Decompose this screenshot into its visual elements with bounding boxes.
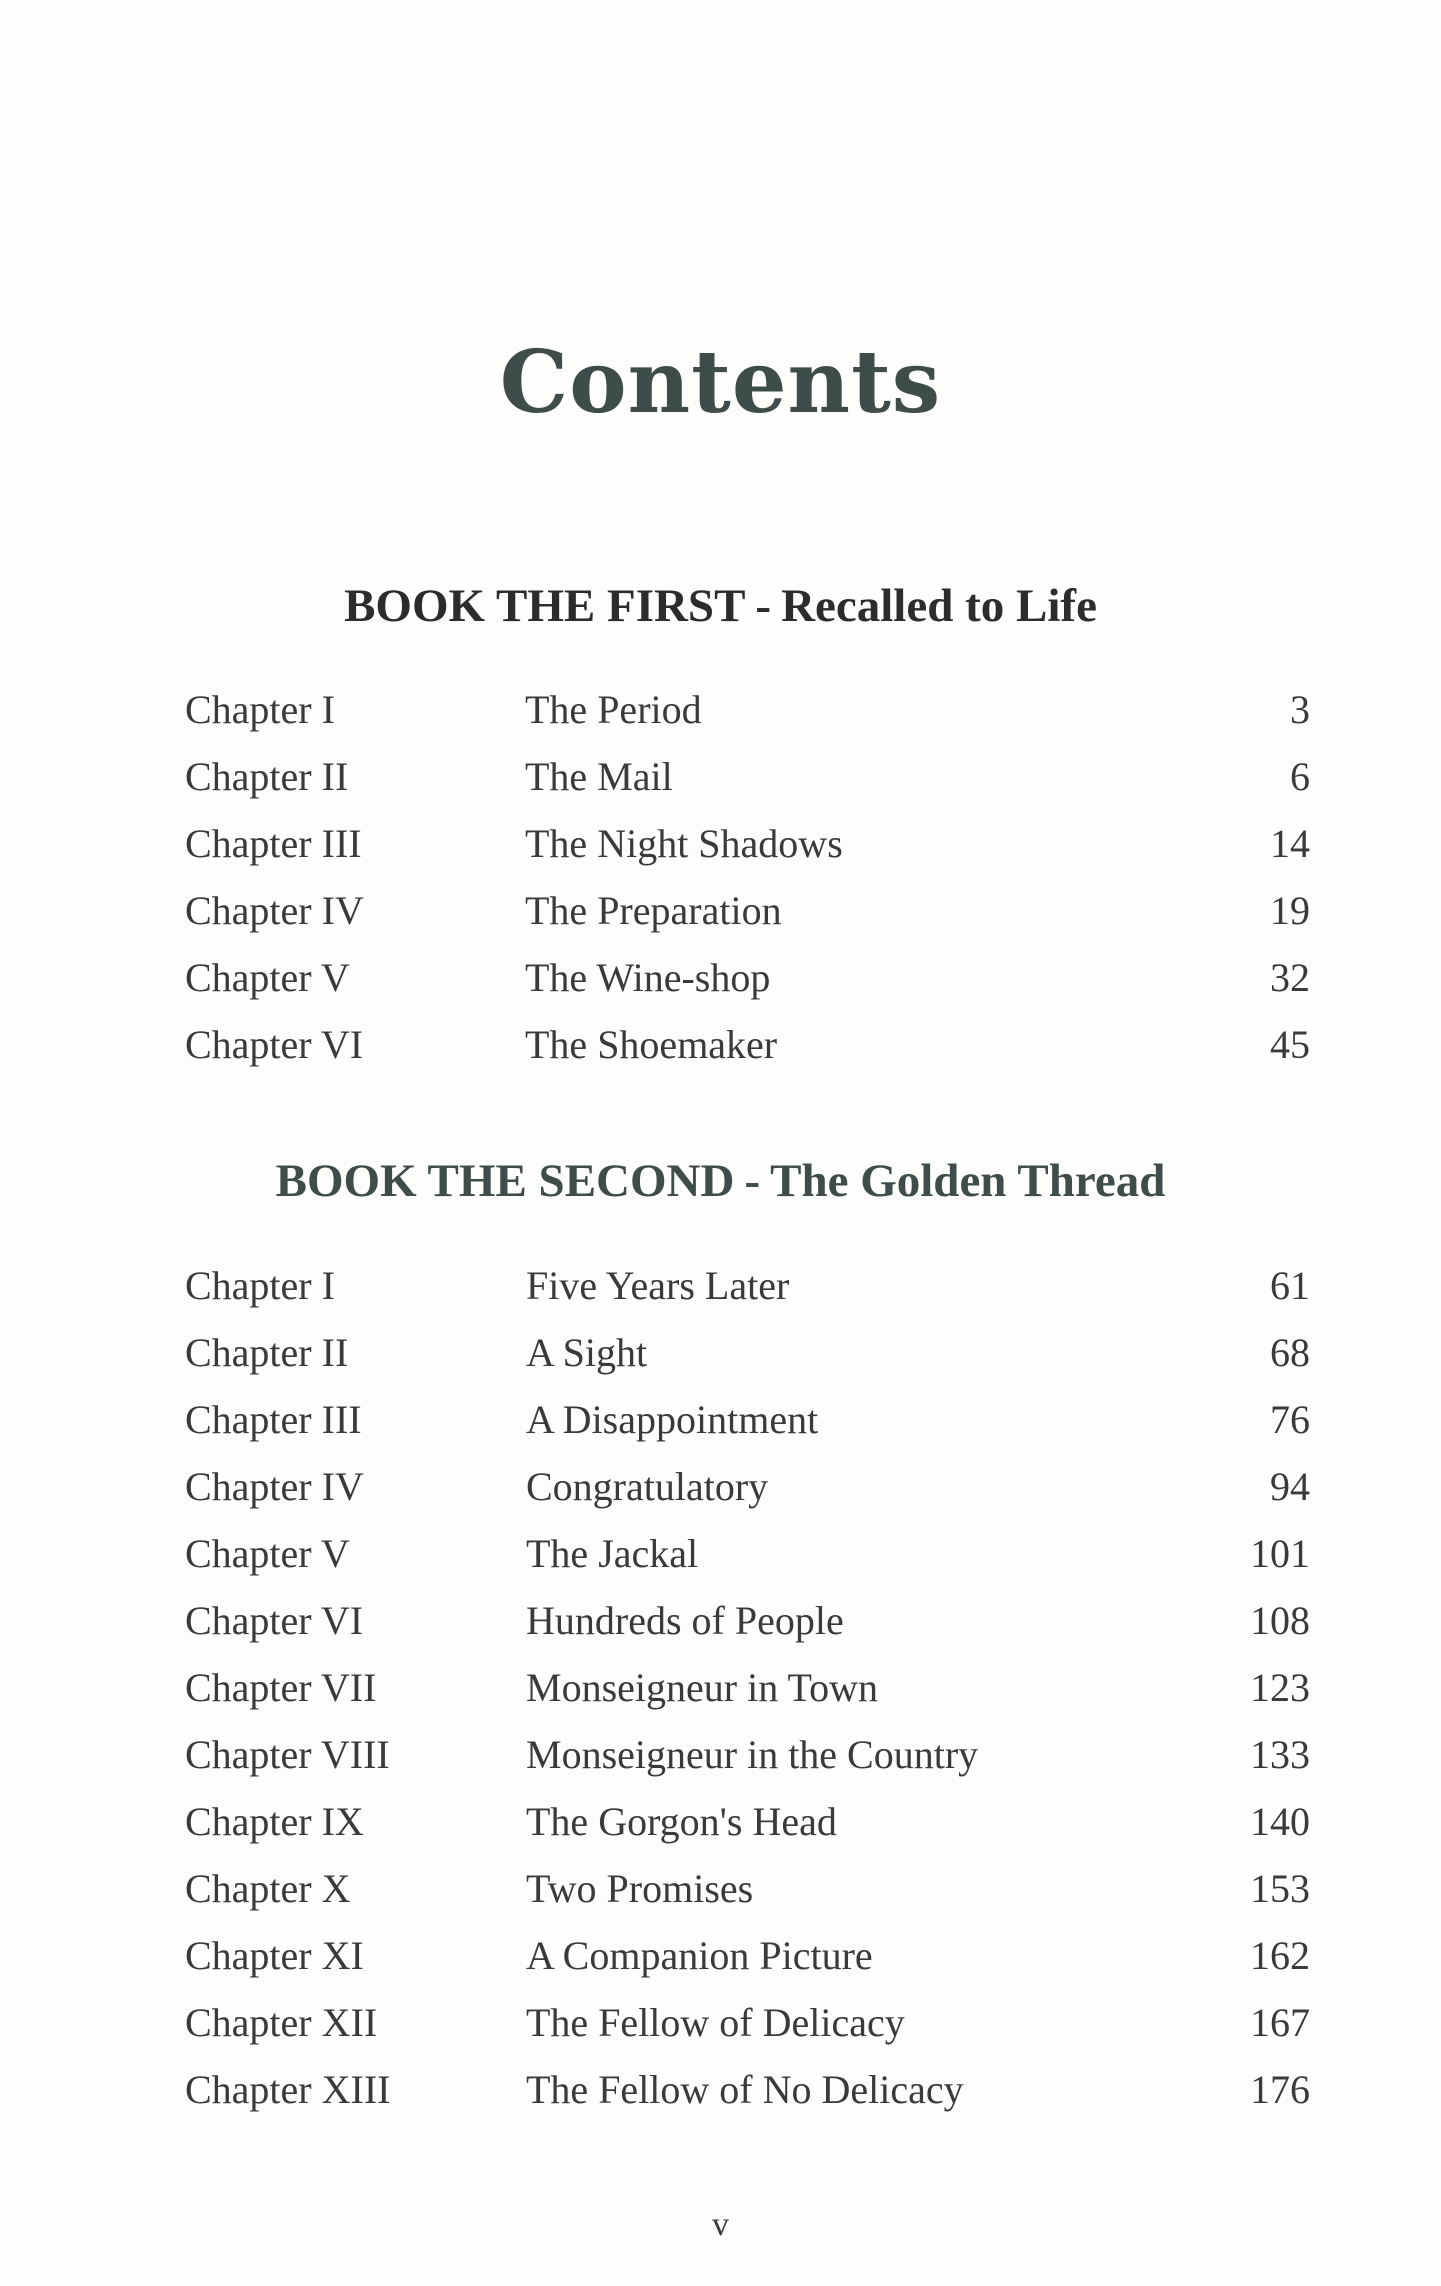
chapter-title: Two Promises: [526, 1866, 754, 1911]
chapter-title: Monseigneur in the Country: [526, 1732, 979, 1777]
toc-book-first: [185, 676, 1310, 1078]
chapter-label: Chapter IV: [185, 888, 364, 933]
page-number: 19: [1270, 888, 1310, 933]
page-number: 176: [1250, 2067, 1310, 2112]
page-number: 61: [1270, 1263, 1310, 1308]
toc-row: [185, 810, 1310, 877]
chapter-label: Chapter IX: [185, 1799, 364, 1844]
toc-row: [185, 1654, 1310, 1721]
chapter-label: Chapter XIII: [185, 2067, 391, 2112]
chapter-title: The Preparation: [525, 888, 782, 933]
book-heading-first: [0, 580, 1441, 632]
toc-row: [185, 1520, 1310, 1587]
chapter-title: The Wine-shop: [525, 955, 771, 1000]
page-number: 101: [1250, 1531, 1310, 1576]
book-heading-subtitle: Recalled to Life: [781, 580, 1097, 632]
book-heading-second: [0, 1155, 1441, 1207]
page-number: 45: [1270, 1022, 1310, 1067]
chapter-title: The Night Shadows: [525, 821, 843, 866]
page-number: 6: [1290, 754, 1310, 799]
page-number: 153: [1250, 1866, 1310, 1911]
chapter-title: A Sight: [526, 1330, 648, 1375]
chapter-title: The Gorgon's Head: [526, 1799, 837, 1844]
page-number: 76: [1270, 1397, 1310, 1442]
page-folio: v: [712, 2206, 729, 2243]
page-number: 123: [1250, 1665, 1310, 1710]
page-number: 108: [1250, 1598, 1310, 1643]
page-title: Contents: [499, 332, 942, 433]
page-number: 32: [1270, 955, 1310, 1000]
page-number: 94: [1270, 1464, 1310, 1509]
chapter-label: Chapter I: [185, 687, 335, 732]
page-number: 140: [1250, 1799, 1310, 1844]
toc-row: [185, 1922, 1310, 1989]
toc-row: [185, 1319, 1310, 1386]
page-number: 3: [1290, 687, 1310, 732]
book-heading-subtitle: The Golden Thread: [770, 1155, 1166, 1207]
chapter-title: Hundreds of People: [526, 1598, 844, 1643]
chapter-label: Chapter VI: [185, 1022, 364, 1067]
toc-row: [185, 1788, 1310, 1855]
chapter-label: Chapter I: [185, 1263, 335, 1308]
toc-row: [185, 1989, 1310, 2056]
toc-row: [185, 1386, 1310, 1453]
chapter-label: Chapter XI: [185, 1933, 364, 1978]
book-heading-separator: -: [755, 580, 772, 632]
chapter-label: Chapter XII: [185, 2000, 378, 2045]
chapter-title: The Fellow of Delicacy: [526, 2000, 905, 2045]
toc-row: [185, 1252, 1310, 1319]
chapter-label: Chapter III: [185, 1397, 362, 1442]
page-number: 162: [1250, 1933, 1310, 1978]
toc-book-second: [185, 1252, 1310, 2123]
chapter-label: Chapter VI: [185, 1598, 364, 1643]
page-number: 167: [1250, 2000, 1310, 2045]
chapter-label: Chapter VIII: [185, 1732, 390, 1777]
book-heading-label: BOOK THE SECOND: [275, 1155, 735, 1207]
chapter-title: The Jackal: [526, 1531, 699, 1576]
chapter-title: Congratulatory: [526, 1464, 769, 1509]
chapter-title: The Shoemaker: [525, 1022, 778, 1067]
chapter-title: The Mail: [525, 754, 673, 799]
book-heading-separator: -: [744, 1155, 761, 1207]
page-number: 68: [1270, 1330, 1310, 1375]
chapter-title: The Fellow of No Delicacy: [526, 2067, 964, 2112]
toc-row: [185, 877, 1310, 944]
chapter-title: A Companion Picture: [526, 1933, 873, 1978]
chapter-label: Chapter VII: [185, 1665, 377, 1710]
chapter-title: A Disappointment: [526, 1397, 819, 1442]
chapter-label: Chapter II: [185, 754, 349, 799]
toc-row: [185, 743, 1310, 810]
chapter-label: Chapter X: [185, 1866, 351, 1911]
toc-row: [185, 676, 1310, 743]
chapter-label: Chapter V: [185, 1531, 350, 1576]
toc-row: [185, 1011, 1310, 1078]
chapter-label: Chapter IV: [185, 1464, 364, 1509]
toc-row: [185, 1855, 1310, 1922]
toc-row: [185, 1721, 1310, 1788]
chapter-label: Chapter II: [185, 1330, 349, 1375]
toc-row: [185, 1453, 1310, 1520]
chapter-label: Chapter V: [185, 955, 350, 1000]
chapter-title: Monseigneur in Town: [526, 1665, 878, 1710]
toc-row: [185, 1587, 1310, 1654]
chapter-title: Five Years Later: [526, 1263, 790, 1308]
chapter-title: The Period: [525, 687, 702, 732]
toc-row: [185, 2056, 1310, 2123]
book-heading-label: BOOK THE FIRST: [344, 580, 746, 632]
chapter-label: Chapter III: [185, 821, 362, 866]
toc-row: [185, 944, 1310, 1011]
page-number: 14: [1270, 821, 1310, 866]
page-number: 133: [1250, 1732, 1310, 1777]
